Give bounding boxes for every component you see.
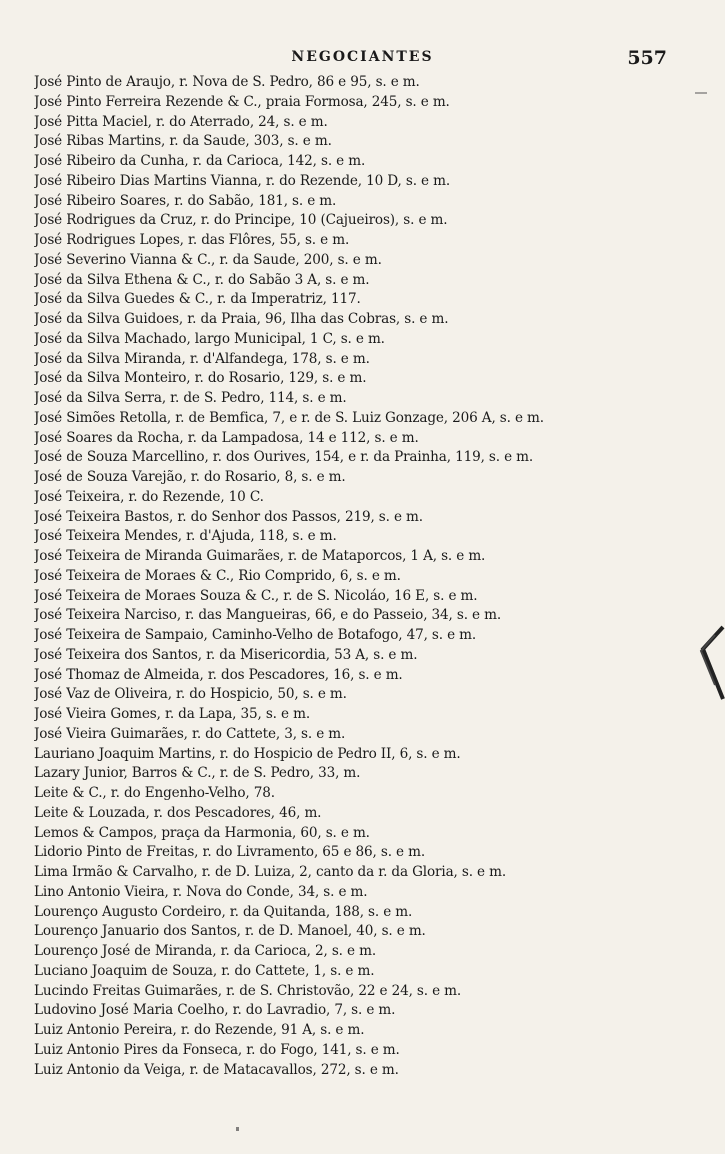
directory-entry: José da Silva Machado, largo Municipal, 1 C, s. e m. (34, 330, 385, 347)
directory-entry: José Teixeira de Moraes Souza & C., r. de S. Nicoláo, 16 E, s. e m. (34, 587, 478, 604)
directory-entry: José Rodrigues Lopes, r. das Flôres, 55, s. e m. (34, 232, 350, 248)
directory-entry: Lauriano Joaquim Martins, r. do Hospicio de Pedro II, 6, s. e m. (34, 745, 461, 762)
directory-entry: Luiz Antonio da Veiga, r. de Matacavallos, 272, s. e m. (34, 1061, 399, 1078)
directory-entry: José Thomaz de Almeida, r. dos Pescadores, 16, s. e m. (34, 666, 403, 683)
directory-entry: José Vieira Gomes, r. da Lapa, 35, s. e m. (34, 706, 311, 722)
page-header (0, 47, 725, 71)
directory-entry: José Pinto Ferreira Rezende & C., praia Formosa, 245, s. e m. (34, 93, 450, 110)
directory-entry: José Teixeira de Miranda Guimarães, r. de Mataporcos, 1 A, s. e m. (34, 548, 486, 564)
directory-entry: Leite & Louzada, r. dos Pescadores, 46, m. (34, 804, 322, 821)
directory-entry: José Teixeira de Moraes & C., Rio Comprido, 6, s. e m. (34, 567, 401, 584)
directory-entry: José Pinto de Araujo, r. Nova de S. Pedro, 86 e 95, s. e m. (34, 74, 420, 90)
running-head-title: NEGOCIANTES (291, 49, 434, 65)
directory-entry: Lemos & Campos, praça da Harmonia, 60, s. e m. (34, 824, 370, 841)
directory-entry: José Pitta Maciel, r. do Aterrado, 24, s. e m. (34, 113, 328, 130)
directory-entry: José da Silva Monteiro, r. do Rosario, 129, s. e m. (34, 370, 367, 387)
merchant-list (34, 73, 714, 1080)
directory-entry: José Teixeira, r. do Rezende, 10 C. (34, 488, 264, 505)
directory-entry: José de Souza Varejão, r. do Rosario, 8, s. e m. (34, 469, 346, 485)
directory-entry: Luciano Joaquim de Souza, r. do Cattete, 1, s. e m. (34, 962, 375, 979)
directory-entry: José da Silva Miranda, r. d'Alfandega, 178, s. e m. (34, 350, 370, 367)
directory-entry: Luiz Antonio Pereira, r. do Rezende, 91 A, s. e m. (34, 1022, 365, 1038)
directory-entry: José da Silva Serra, r. de S. Pedro, 114, s. e m. (34, 390, 347, 406)
directory-entry: José Ribeiro Dias Martins Vianna, r. do Rezende, 10 D, s. e m. (34, 172, 451, 189)
directory-entry: Lazary Junior, Barros & C., r. de S. Pedro, 33, m. (34, 765, 361, 782)
directory-entry: Luiz Antonio Pires da Fonseca, r. do Fogo, 141, s. e m. (34, 1041, 400, 1058)
directory-entry: Leite & C., r. do Engenho-Velho, 78. (34, 785, 275, 801)
ink-speck (236, 1127, 239, 1131)
margin-bracket-mark (697, 625, 725, 701)
directory-entry: José da Silva Ethena & C., r. do Sabão 3 A, s. e m. (34, 271, 370, 288)
directory-entry: José Teixeira dos Santos, r. da Misericordia, 53 A, s. e m. (34, 646, 418, 663)
page-number: 557 (627, 47, 667, 69)
directory-entry: José Teixeira Bastos, r. do Senhor dos Passos, 219, s. e m. (34, 508, 423, 525)
directory-entry: José da Silva Guidoes, r. da Praia, 96, Ilha das Cobras, s. e m. (34, 311, 449, 327)
directory-entry: José Teixeira de Sampaio, Caminho-Velho de Botafogo, 47, s. e m. (34, 627, 477, 643)
directory-entry: José Teixeira Mendes, r. d'Ajuda, 118, s. e m. (34, 528, 337, 545)
directory-entry: José Ribas Martins, r. da Saude, 303, s. e m. (34, 133, 332, 150)
directory-entry: José Teixeira Narciso, r. das Mangueiras, 66, e do Passeio, 34, s. e m. (34, 607, 502, 624)
directory-entry: José Ribeiro Soares, r. do Sabão, 181, s. e m. (34, 192, 337, 209)
directory-entry: Lucindo Freitas Guimarães, r. de S. Christovão, 22 e 24, s. e m. (34, 982, 462, 999)
directory-entry: José Simões Retolla, r. de Bemfica, 7, e r. de S. Luiz Gonzage, 206 A, s. e m. (34, 409, 544, 426)
directory-entry: José Rodrigues da Cruz, r. do Principe, 10 (Cajueiros), s. e m. (34, 212, 448, 229)
directory-entry: José de Souza Marcellino, r. dos Ourives, 154, e r. da Prainha, 119, s. e m. (34, 449, 534, 466)
directory-entry: Lourenço José de Miranda, r. da Carioca, 2, s. e m. (34, 943, 377, 959)
directory-entry: José Vieira Guimarães, r. do Cattete, 3, s. e m. (34, 725, 346, 742)
directory-entry: Lino Antonio Vieira, r. Nova do Conde, 34, s. e m. (34, 883, 368, 900)
directory-entry: Lourenço Augusto Cordeiro, r. da Quitanda, 188, s. e m. (34, 903, 413, 920)
directory-entry: José Ribeiro da Cunha, r. da Carioca, 142, s. e m. (34, 153, 366, 169)
directory-entry: Lima Irmão & Carvalho, r. de D. Luiza, 2, canto da r. da Gloria, s. e m. (34, 864, 507, 880)
directory-entry: José Vaz de Oliveira, r. do Hospicio, 50, s. e m. (34, 686, 347, 703)
directory-entry: José Soares da Rocha, r. da Lampadosa, 14 e 112, s. e m. (34, 429, 419, 446)
directory-entry: Lourenço Januario dos Santos, r. de D. Manoel, 40, s. e m. (34, 923, 426, 940)
directory-entry: José Severino Vianna & C., r. da Saude, 200, s. e m. (34, 251, 382, 268)
directory-entry: Lidorio Pinto de Freitas, r. do Livramento, 65 e 86, s. e m. (34, 844, 426, 861)
directory-entry: José da Silva Guedes & C., r. da Imperatriz, 117. (34, 291, 361, 308)
directory-entry: Ludovino José Maria Coelho, r. do Lavradio, 7, s. e m. (34, 1002, 396, 1019)
